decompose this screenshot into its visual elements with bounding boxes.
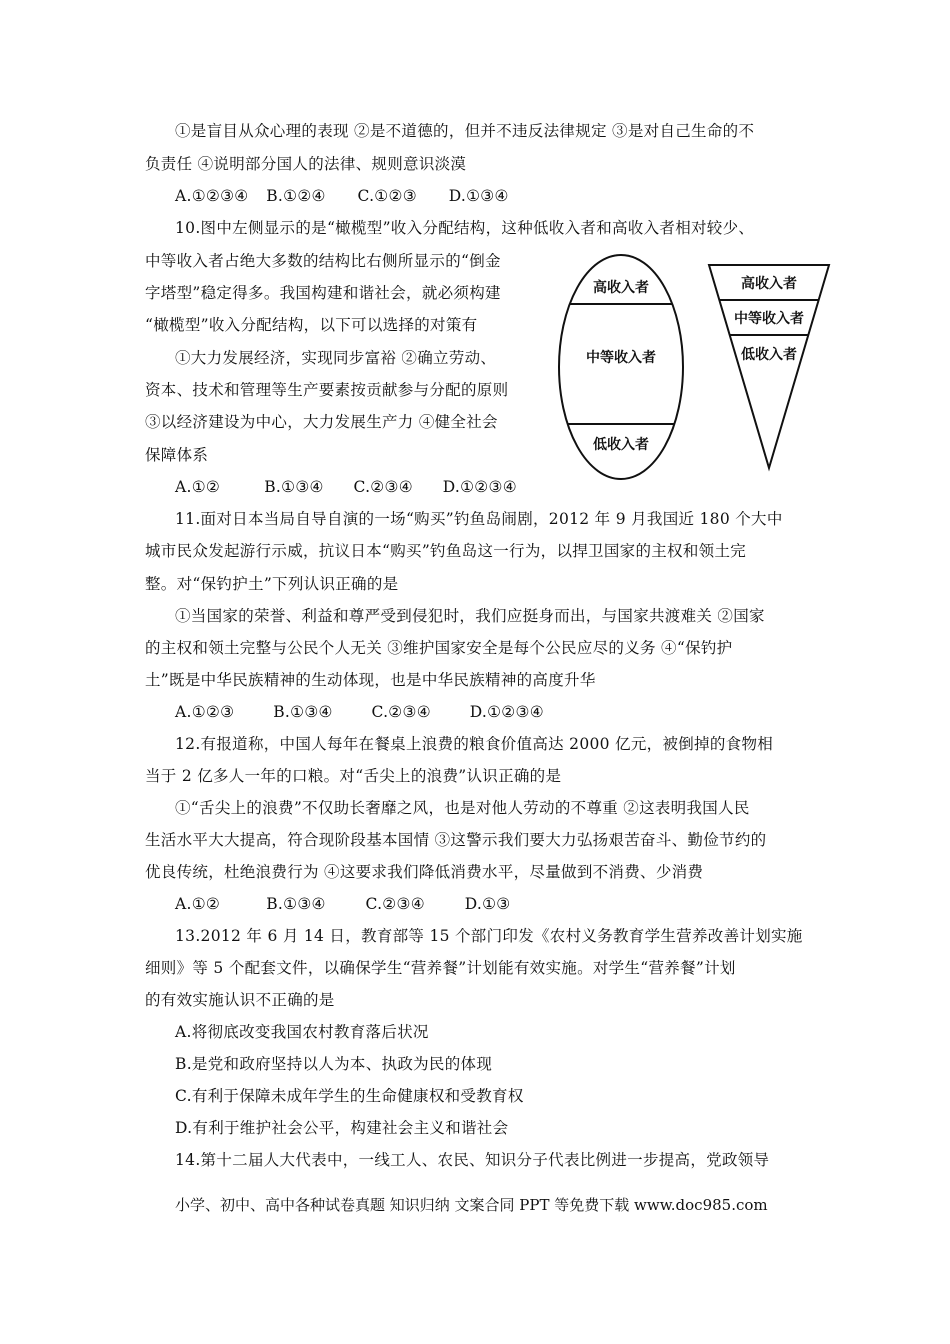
q12-option-d: D.①③ xyxy=(464,895,511,913)
q10-line8: 保障体系 xyxy=(145,446,209,464)
q12-line5: 优良传统，杜绝浪费行为 ④这要求我们降低消费水平，尽量做到不消费、少消费 xyxy=(145,863,704,881)
q13-option-a: A.将彻底改变我国农村教育落后状况 xyxy=(175,1023,429,1041)
q9-line2: 负责任 ④说明部分国人的法律、规则意识淡漠 xyxy=(145,155,467,173)
q11-line6: 土”既是中华民族精神的生动体现，也是中华民族精神的高度升华 xyxy=(145,671,596,689)
q12-line3: ①“舌尖上的浪费”不仅助长奢靡之风，也是对他人劳动的不尊重 ②这表明我国人民 xyxy=(175,799,750,817)
q10-option-c: C.②③④ xyxy=(353,478,413,496)
q12-line2: 当于 2 亿多人一年的口粮。对“舌尖上的浪费”认识正确的是 xyxy=(145,767,562,785)
q9-option-c: C.①②③ xyxy=(357,187,417,205)
q9-options xyxy=(175,185,509,207)
q10-option-d: D.①②③④ xyxy=(442,478,517,496)
q10-line5: ①大力发展经济，实现同步富裕 ②确立劳动、 xyxy=(175,349,497,367)
olive-label-middle: 中等收入者 xyxy=(586,350,656,366)
q12-line4: 生活水平大大提高，符合现阶段基本国情 ③这警示我们要大力弘扬艰苦奋斗、勤俭节约的 xyxy=(145,831,767,849)
q14-line1: 14.第十二届人大代表中，一线工人、农民、知识分子代表比例进一步提高，党政领导 xyxy=(175,1151,770,1169)
q10-line7: ③以经济建设为中心，大力发展生产力 ④健全社会 xyxy=(145,413,498,431)
q11-option-d: D.①②③④ xyxy=(469,703,544,721)
olive-diagram xyxy=(555,252,687,482)
q9-line1: ①是盲目从众心理的表现 ②是不道德的，但并不违反法律规定 ③是对自己生命的不 xyxy=(175,122,755,140)
q10-option-a: A.①② xyxy=(175,478,221,496)
page-footer: 小学、初中、高中各种试卷真题 知识归纳 文案合同 PPT 等免费下载 www.doc985.com xyxy=(175,1196,768,1214)
q10-line2: 中等收入者占绝大多数的结构比右侧所显示的“倒金 xyxy=(145,252,501,270)
inverted-pyramid-diagram xyxy=(705,262,833,472)
q13-option-b: B.是党和政府坚持以人为本、执政为民的体现 xyxy=(175,1055,493,1073)
q11-options xyxy=(175,701,544,723)
pyramid-outline xyxy=(709,265,829,468)
q11-line3: 整。对“保钓护土”下列认识正确的是 xyxy=(145,575,399,593)
q11-line2: 城市民众发起游行示威，抗议日本“购买”钓鱼岛这一行为，以捍卫国家的主权和领土完 xyxy=(145,542,747,560)
q11-option-a: A.①②③ xyxy=(175,703,235,721)
q11-line1: 11.面对日本当局自导自演的一场“购买”钓鱼岛闹剧，2012 年 9 月我国近 180 个大中 xyxy=(175,510,783,528)
q13-option-c: C.有利于保障未成年学生的生命健康权和受教育权 xyxy=(175,1087,524,1105)
q13-line2: 细则》等 5 个配套文件，以确保学生“营养餐”计划能有效实施。对学生“营养餐”计划 xyxy=(145,959,736,977)
pyramid-label-middle: 中等收入者 xyxy=(734,311,804,327)
q12-line1: 12.有报道称，中国人每年在餐桌上浪费的粮食价值高达 2000 亿元，被倒掉的食物相 xyxy=(175,735,774,753)
q10-line6: 资本、技术和管理等生产要素按贡献参与分配的原则 xyxy=(145,381,509,399)
q12-option-c: C.②③④ xyxy=(365,895,425,913)
q10-line1: 10.图中左侧显示的是“橄榄型”收入分配结构，这种低收入者和高收入者相对较少、 xyxy=(175,219,755,237)
pyramid-label-low: 低收入者 xyxy=(741,347,797,363)
q13-line3: 的有效实施认识不正确的是 xyxy=(145,991,335,1009)
q11-line4: ①当国家的荣誉、利益和尊严受到侵犯时，我们应挺身而出，与国家共渡难关 ②国家 xyxy=(175,607,765,625)
q9-option-a: A.①②③④ xyxy=(175,187,249,205)
q10-line3: 字塔型”稳定得多。我国构建和谐社会，就必须构建 xyxy=(145,284,501,302)
pyramid-label-high: 高收入者 xyxy=(741,276,797,292)
q12-option-a: A.①② xyxy=(175,895,221,913)
q9-option-b: B.①②④ xyxy=(266,187,326,205)
q10-options xyxy=(175,476,517,498)
q13-option-d: D.有利于维护社会公平，构建社会主义和谐社会 xyxy=(175,1119,509,1137)
q11-option-b: B.①③④ xyxy=(273,703,333,721)
q11-line5: 的主权和领土完整与公民个人无关 ③维护国家安全是每个公民应尽的义务 ④“保钓护 xyxy=(145,639,733,657)
q10-line4: “橄榄型”收入分配结构，以下可以选择的对策有 xyxy=(145,316,478,334)
q10-option-b: B.①③④ xyxy=(264,478,324,496)
olive-label-high: 高收入者 xyxy=(593,280,649,296)
q11-option-c: C.②③④ xyxy=(371,703,431,721)
q12-option-b: B.①③④ xyxy=(266,895,326,913)
q13-line1: 13.2012 年 6 月 14 日，教育部等 15 个部门印发《农村义务教育学生营养改善计划实施 xyxy=(175,927,803,945)
q9-option-d: D.①③④ xyxy=(448,187,509,205)
olive-label-low: 低收入者 xyxy=(593,437,649,453)
q12-options xyxy=(175,893,511,915)
